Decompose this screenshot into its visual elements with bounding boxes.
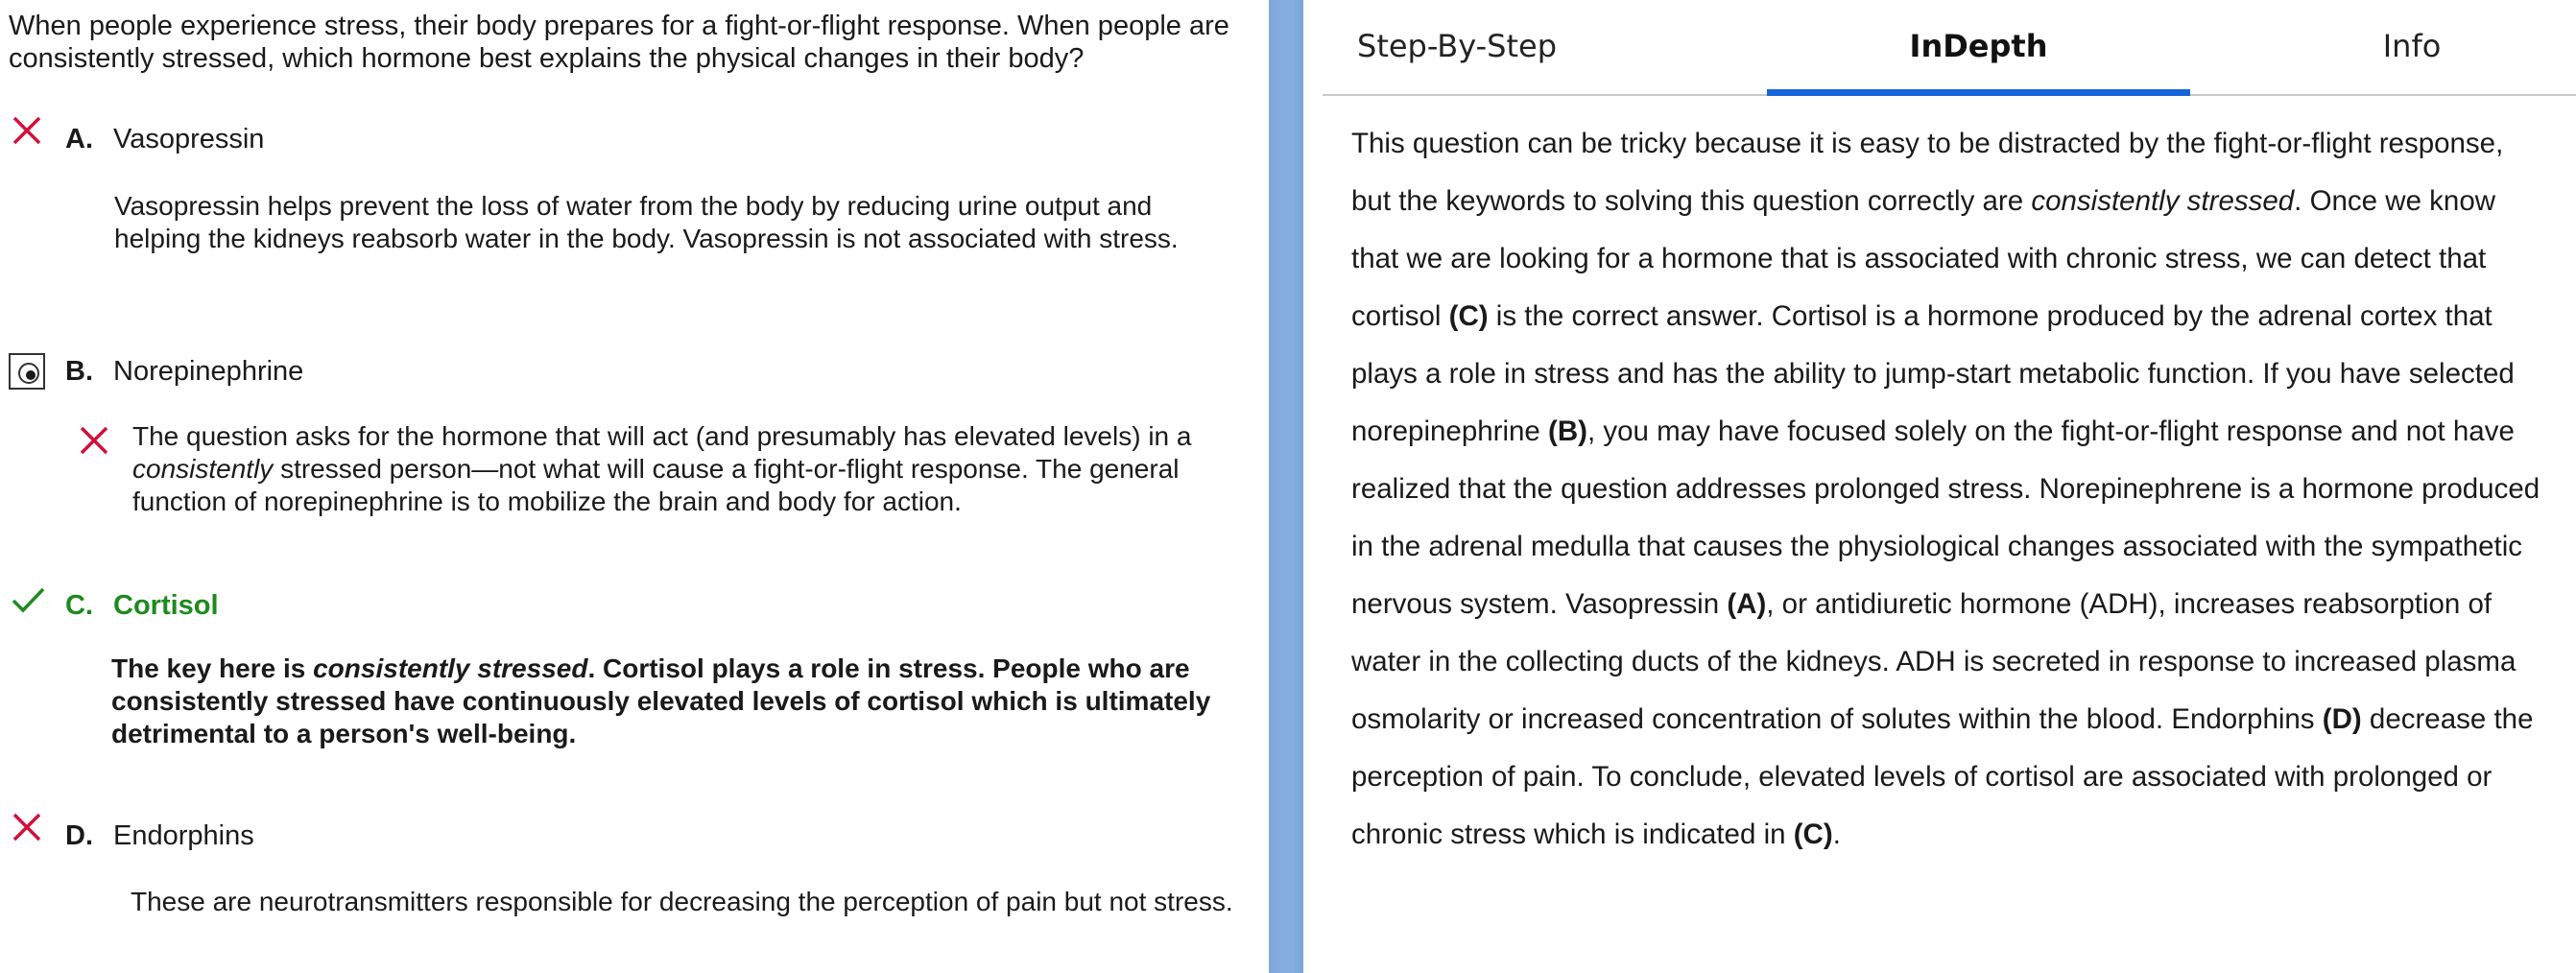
question-pane <box>0 0 1269 973</box>
x-mark-icon <box>10 810 46 846</box>
tab-label: Info <box>2382 28 2442 64</box>
indepth-answer-ref: (A) <box>1727 588 1767 620</box>
indepth-text: This question can be tricky because it is easy to be distracted by the fight-or-flight response, but the keywords to solving this question correctly are <box>1351 128 2504 217</box>
choice-label: Cortisol <box>113 590 219 621</box>
choice-letter: B. <box>65 356 93 387</box>
indepth-text: decrease the perception of pain. To conclude, elevated levels of cortisol are associated with prolonged or chronic stress which is indicated in <box>1351 703 2534 850</box>
choice-label: Endorphins <box>113 820 254 851</box>
indepth-explanation <box>1351 115 2541 864</box>
choice-c-explanation <box>111 653 1234 750</box>
checkmark-icon <box>10 581 46 618</box>
choice-b-explanation <box>132 420 1227 518</box>
indepth-text: , or antidiuretic hormone (ADH), increases reabsorption of water in the collecting ducts of the kidneys. ADH is secreted in response to increased plasma osmolarity or increased concentration of solutes within the blood. Endorphins <box>1351 588 2516 735</box>
pane-divider[interactable] <box>1269 0 1303 973</box>
question-text: When people experience stress, their body prepares for a fight-or-flight response. When people are consistently stressed, which hormone best explains the physical changes in their body? <box>9 11 1229 74</box>
indepth-text: . Once we know that we are looking for a hormone that is associated with chronic stress, we can detect that cortisol <box>1351 185 2496 332</box>
tab-info[interactable] <box>2321 0 2503 94</box>
x-mark-icon <box>77 423 113 460</box>
active-tab-underline <box>1767 89 2190 96</box>
explanation-text: . Cortisol plays a role in stress. People who are consistently stressed have continuously elevated levels of cortisol which is ultimately detrimental to a person's well-being. <box>111 653 1211 748</box>
explanation-text: The question asks for the hormone that will act (and presumably has elevated levels) in a <box>132 421 1192 451</box>
choice-a-explanation: Vasopressin helps prevent the loss of water from the body by reducing urine output and helping the kidneys reabsorb water in the body. Vasopressin is not associated with stress. <box>114 191 1179 253</box>
tab-label: InDepth <box>1909 28 2048 64</box>
indepth-text: . <box>1832 819 1841 850</box>
explanation-emphasis: consistently <box>132 454 274 484</box>
explanation-pane <box>1303 0 2576 973</box>
indepth-answer-ref: (D) <box>2322 703 2362 735</box>
tab-label: Step-By-Step <box>1357 28 1557 64</box>
choice-letter: A. <box>65 124 93 154</box>
choice-label: Vasopressin <box>113 124 265 154</box>
tab-step-by-step[interactable] <box>1342 0 1572 94</box>
indepth-emphasis: consistently stressed <box>2031 185 2295 217</box>
choice-d-explanation: These are neurotransmitters responsible for decreasing the perception of pain but not stress. <box>131 887 1233 916</box>
indepth-answer-ref: (C) <box>1448 300 1489 332</box>
radio-selected-icon <box>9 353 45 390</box>
indepth-text: , you may have focused solely on the fight-or-flight response and not have realized that the question addresses prolonged stress. Norepinephrene is a hormone produced in the adrenal medulla that causes the physiological changes associated with the sympathetic nervous system. Vasopressin <box>1351 415 2540 620</box>
x-mark-icon <box>10 113 46 150</box>
tab-bar <box>1323 0 2576 96</box>
explanation-emphasis: consistently stressed <box>313 653 588 683</box>
choice-label: Norepinephrine <box>113 356 304 387</box>
indepth-text: is the correct answer. Cortisol is a hormone produced by the adrenal cortex that plays a role in stress and has the ability to jump-start metabolic function. If you have selected norepinephrine <box>1351 300 2515 447</box>
tab-indepth[interactable] <box>1767 0 2190 94</box>
explanation-text: stressed person—not what will cause a fight-or-flight response. The general function of norepinephrine is to mobilize the brain and body for action. <box>132 454 1180 516</box>
choice-letter: D. <box>65 820 93 851</box>
indepth-answer-ref: (B) <box>1548 415 1587 447</box>
explanation-text: The key here is <box>111 653 314 683</box>
choice-letter: C. <box>65 590 93 621</box>
indepth-answer-ref: (C) <box>1793 819 1833 850</box>
